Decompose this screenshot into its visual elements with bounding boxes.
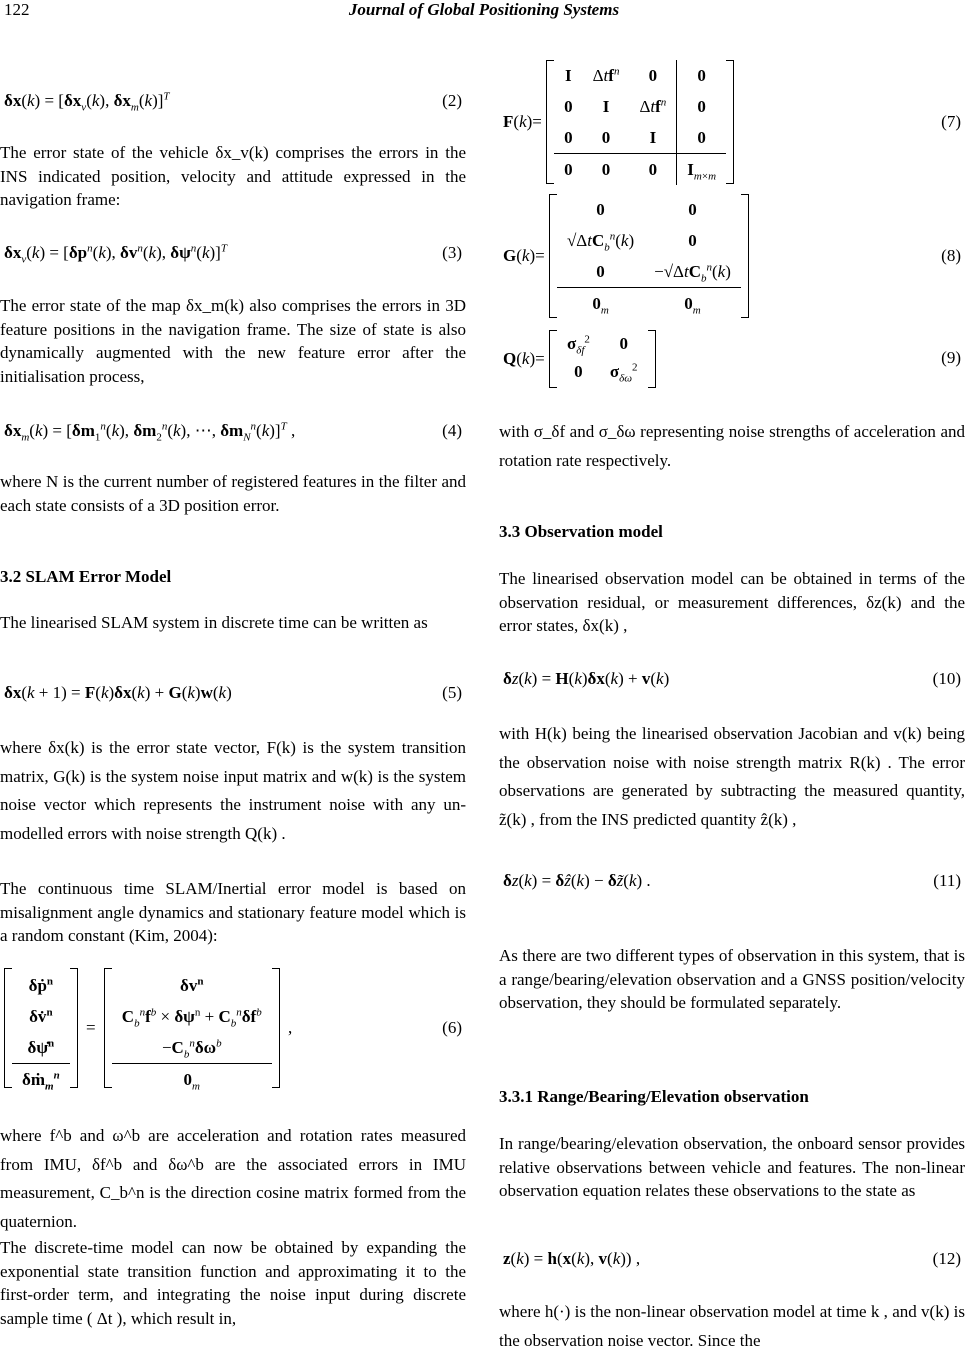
paragraph (0, 734, 466, 848)
paragraph (499, 1298, 965, 1355)
section-heading (499, 521, 965, 543)
equation-7: F(k)= I Δtf$^n$ 0 0 0 I Δtf$^n$ 0 0 0 I 0 0 0 0 $I_{m\times m}$ (7) (499, 60, 965, 188)
equation-2: $\delta x(k) = [\delta x_v(k)$, $\delta x_m(k)]^T$ (2) (0, 88, 466, 114)
paragraph-text: The continuous time SLAM/Inertial error model is based on misalignment angle dynamics and stationary feature model which is a random constant (Kim, 2004): (0, 879, 466, 945)
equation-number: (10) (932, 669, 961, 688)
paragraph (499, 944, 965, 1015)
paragraph-text: As there are two different types of observation in this system, that is a range/bearing/elevation observation and a GNSS position/velocity observation, they should be formulated separately. (499, 946, 965, 1012)
paragraph-text: where h(·) is the non-linear observation model at time k , and v(k) is the observation noise vector. Since the (499, 1302, 965, 1350)
equation-9: Q(k)= $\sigma_{\delta f}^2$ 0 0 $\sigma_{\delta\omega}^2$ (9) (499, 330, 965, 392)
journal-title: Journal of Global Positioning Systems (348, 0, 620, 19)
section-heading-text: 3.3.1 Range/Bearing/Elevation observation (499, 1087, 809, 1106)
equation-6: δṗ$^n$ δv̇$^n$ δψ̇$^n$ δṁ$_m^n$ = $\delta v^n$ $C_b^nf^b \times \delta\psi^n + C_b^n\delta f^b$ $-C_b^n\delta\omega^b$ $0_m$ , (6) (0, 968, 466, 1092)
equation-number: (8) (941, 246, 961, 265)
paragraph-text: The linearised SLAM system in discrete time can be written as (0, 613, 428, 632)
paragraph (499, 567, 965, 638)
paragraph-text: The error state of the map δx_m(k) also comprises the errors in 3D feature positions in the navigation frame. The size of state is also dynamically augmented with the new feature error after the initialisation process, (0, 296, 466, 386)
paragraph-text: The error state of the vehicle δx_v(k) comprises the errors in the INS indicated position, velocity and attitude expressed in the navigation frame: (0, 143, 466, 209)
paragraph-text: The discrete-time model can now be obtained by expanding the exponential state transition function and approximating it to the first-order term, and integrating the noise input during discrete sample time ( Δt ), which result in, (0, 1238, 466, 1328)
paragraph (0, 294, 466, 388)
equation-number: (5) (442, 683, 462, 702)
paragraph (0, 611, 466, 635)
equation-8: G(k)= 0 0 √ΔtC$_b^n$(k) 0 0 −√ΔtC$_b^n$(k) $0_m$ $0_m$ (8) (499, 194, 965, 322)
equation-12: z(k) = h(x(k), v(k)) , (12) (499, 1246, 965, 1272)
paragraph (499, 1132, 965, 1203)
equation-number: (2) (442, 91, 462, 110)
paragraph-text: with σ_δf and σ_δω representing noise strengths of acceleration and rotation rate respectively. (499, 422, 965, 470)
section-heading-text: 3.2 SLAM Error Model (0, 567, 172, 586)
paragraph-text: where f^b and ω^b are acceleration and rotation rates measured from IMU, δf^b and δω^b are the associated errors in IMU measurement, C_b^n is the direction cosine matrix formed from the quaternion. (0, 1126, 466, 1231)
paragraph-text: with H(k) being the linearised observation Jacobian and v(k) being the observation noise with noise strength matrix R(k) . The error observations are generated by subtracting the measured quantity, z̃(k) , from the INS predicted quantity ẑ(k) , (499, 724, 965, 829)
equation-number: (6) (442, 1018, 462, 1037)
paragraph-text: where N is the current number of registered features in the filter and each state consists of a 3D position error. (0, 472, 466, 515)
equation-10: δz(k) = H(k)δx(k) + v(k) (10) (499, 666, 965, 692)
page-number: 122 (4, 0, 30, 19)
section-heading (0, 566, 466, 588)
equation-3: $\delta x_v(k) = [\delta p^n(k)$, $\delta v^n(k)$, $\delta\psi^n(k)]^T$ (3) (0, 240, 466, 266)
paragraph (0, 141, 466, 212)
section-heading-text: 3.3 Observation model (499, 522, 663, 541)
equation-11: δz(k) = δẑ(k) − δz̃(k) . (11) (499, 868, 965, 894)
paragraph-text: In range/bearing/elevation observation, the onboard sensor provides relative observations between vehicle and features. The non-linear observation equation relates these observations to the state as (499, 1134, 965, 1200)
paragraph (499, 720, 965, 834)
equation-number: (11) (933, 871, 961, 890)
equation-number: (3) (442, 243, 462, 262)
paragraph (0, 877, 466, 948)
equation-4: $\delta x_m(k) = [\delta m_1^n(k)$, $\delta m_2^n(k)$, ⋯, $\delta m_N^n(k)]^T$ , (4) (0, 418, 466, 444)
paragraph (0, 1122, 466, 1330)
equation-number: (12) (932, 1249, 961, 1268)
equation-5: δx(k + 1) = F(k)δx(k) + G(k)w(k) (5) (0, 680, 466, 706)
page-header (0, 0, 968, 28)
paragraph-text: where δx(k) is the error state vector, F(k) is the system transition matrix, G(k) is the system noise input matrix and w(k) is the system noise vector which represents the instrument noise with any un-modelled errors with noise strength Q(k) . (0, 738, 466, 843)
paragraph-text: The linearised observation model can be obtained in terms of the observation residual, or measurement differences, δz(k) and the error states, δx(k) , (499, 569, 965, 635)
paragraph (499, 418, 965, 475)
section-heading (499, 1086, 965, 1108)
equation-number: (4) (442, 421, 462, 440)
equation-number: (9) (941, 348, 961, 367)
paragraph (0, 470, 466, 517)
equation-number: (7) (941, 112, 961, 131)
